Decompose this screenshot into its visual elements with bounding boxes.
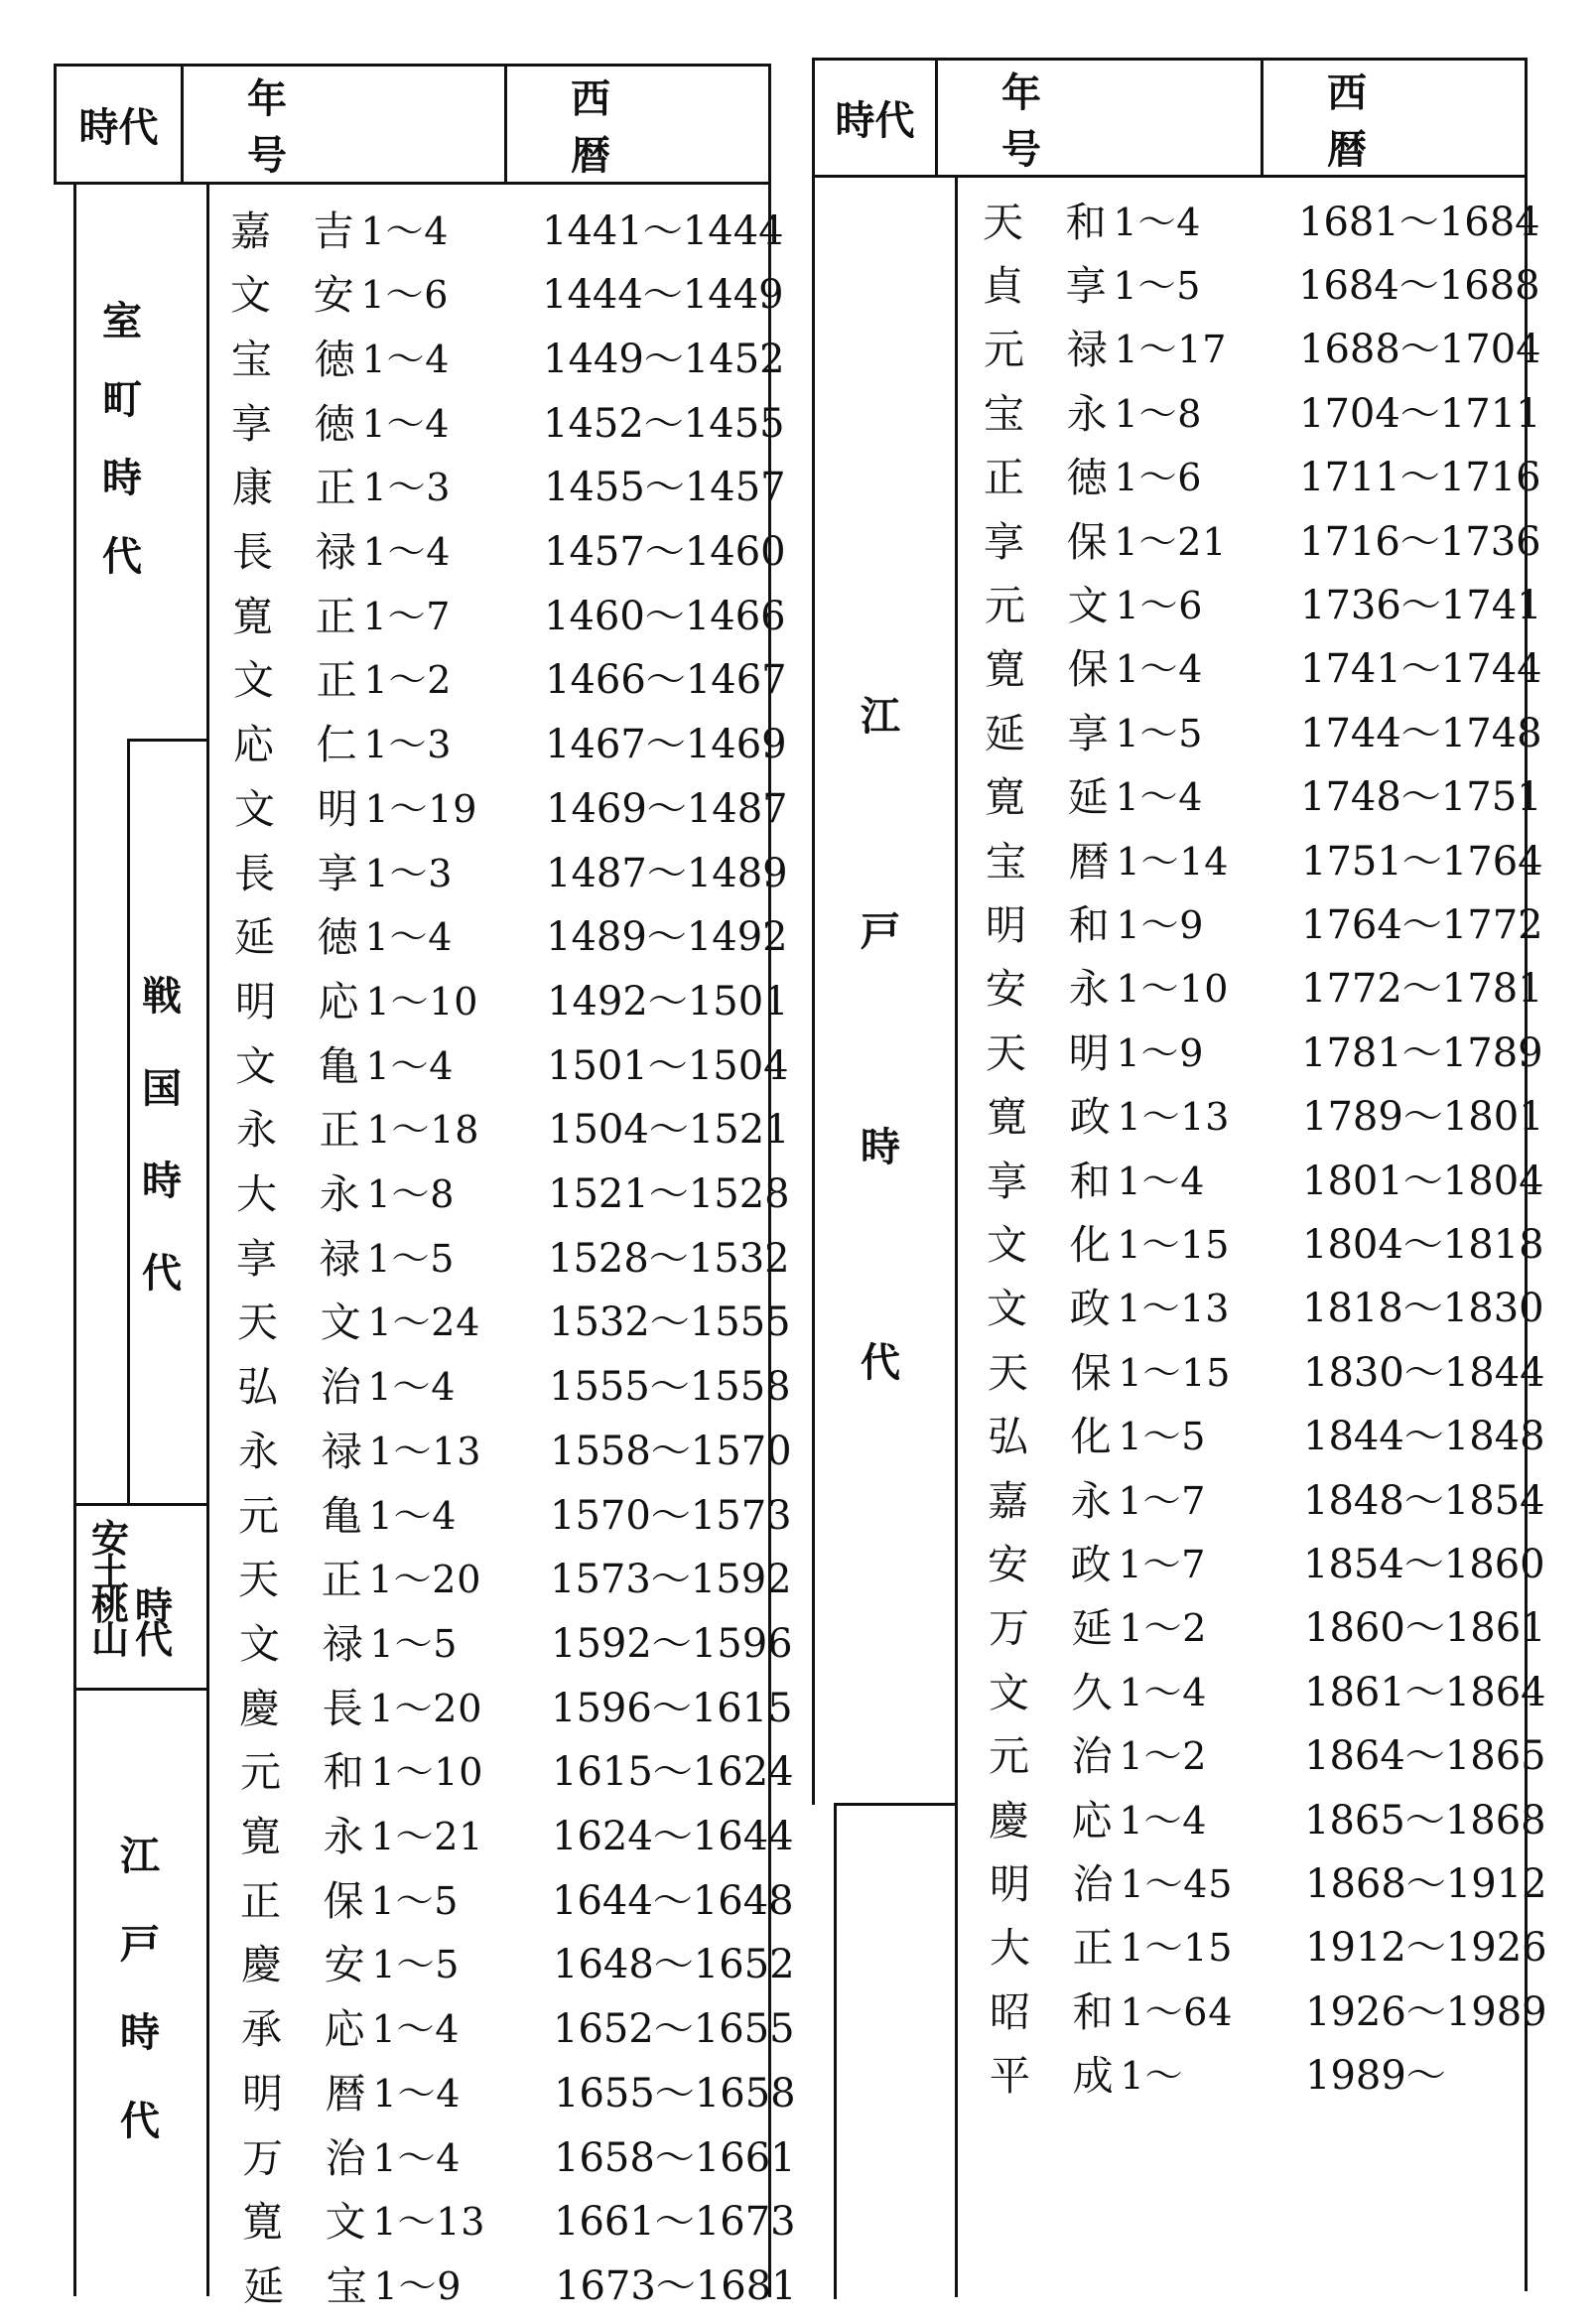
period-char: 江 bbox=[861, 694, 900, 740]
period-edo-left bbox=[115, 1825, 165, 2146]
era-name-cell bbox=[230, 260, 449, 324]
era-name: 平 成 bbox=[990, 2052, 1115, 2101]
western-year-cell: 1573～1592 bbox=[550, 1557, 792, 1603]
right-era-divider bbox=[955, 175, 958, 2297]
western-year-cell: 1748～1751 bbox=[1300, 774, 1542, 821]
era-year-range: 1～15 bbox=[1118, 1350, 1232, 1395]
era-year-range: 1～4 bbox=[362, 530, 452, 574]
era-year-range: 1～5 bbox=[366, 1236, 456, 1281]
era-name-cell bbox=[232, 517, 451, 581]
era-year-range: 1～5 bbox=[1118, 1415, 1207, 1459]
era-name: 宝 永 bbox=[984, 389, 1109, 438]
era-year-range: 1～15 bbox=[1117, 1222, 1231, 1267]
western-year-cell: 1596～1615 bbox=[551, 1685, 793, 1731]
era-year-range: 1～5 bbox=[370, 1878, 460, 1923]
era-year-range: 1～4 bbox=[1115, 775, 1204, 820]
era-year-range: 1～21 bbox=[1114, 519, 1228, 564]
era-name: 明 治 bbox=[990, 1859, 1115, 1908]
western-year-cell: 1504～1521 bbox=[548, 1107, 790, 1154]
era-year-range: 1～10 bbox=[370, 1750, 484, 1795]
era-name-cell bbox=[985, 634, 1203, 698]
era-name-cell bbox=[240, 1865, 459, 1929]
era-name: 大 永 bbox=[236, 1170, 361, 1218]
era-name-cell bbox=[990, 1977, 1233, 2040]
era-year-range: 1～3 bbox=[362, 466, 452, 510]
era-year-range: 1～5 bbox=[369, 1621, 459, 1666]
era-year-range: 1～19 bbox=[364, 786, 478, 831]
era-year-range: 1～6 bbox=[1115, 583, 1204, 627]
western-year-cell: 1469～1487 bbox=[546, 785, 788, 832]
era-name: 寛 文 bbox=[242, 2198, 367, 2247]
period-char: 時 bbox=[102, 456, 142, 501]
era-name-cell bbox=[983, 187, 1201, 250]
era-name: 天 和 bbox=[983, 198, 1108, 246]
era-name: 天 文 bbox=[237, 1298, 362, 1347]
era-name-cell bbox=[238, 1545, 481, 1608]
era-name-cell bbox=[984, 506, 1227, 570]
era-name-cell bbox=[237, 1288, 480, 1351]
western-year-cell: 1452～1455 bbox=[543, 400, 785, 447]
era-name: 文 禄 bbox=[239, 1619, 364, 1668]
era-name-cell bbox=[988, 1465, 1206, 1529]
era-name: 享 保 bbox=[984, 517, 1109, 566]
era-name: 貞 享 bbox=[983, 261, 1108, 310]
era-name: 応 仁 bbox=[233, 721, 358, 769]
era-name-cell bbox=[238, 1416, 481, 1479]
left-header-year: 西 暦 bbox=[571, 76, 674, 179]
western-year-cell: 1684～1688 bbox=[1298, 262, 1540, 309]
era-name: 天 明 bbox=[986, 1028, 1111, 1077]
era-name-cell bbox=[241, 1994, 460, 2058]
era-year-range: 1～4 bbox=[361, 337, 451, 381]
left-header-era: 年 号 bbox=[247, 76, 350, 179]
western-year-cell: 1457～1460 bbox=[544, 529, 786, 575]
era-name: 文 明 bbox=[234, 784, 359, 833]
era-name: 元 文 bbox=[985, 581, 1110, 629]
era-name-cell bbox=[983, 250, 1201, 314]
era-name-cell bbox=[240, 1737, 483, 1801]
period-char: 室 bbox=[102, 299, 142, 344]
western-year-cell: 1688～1704 bbox=[1299, 327, 1541, 373]
era-year-range: 1～2 bbox=[363, 658, 453, 703]
era-name: 長 享 bbox=[234, 849, 359, 897]
western-year-cell: 1989～ bbox=[1305, 2053, 1446, 2100]
era-year-range: 1～7 bbox=[1118, 1478, 1207, 1523]
western-year-cell: 1704～1711 bbox=[1299, 390, 1541, 437]
era-name-cell bbox=[989, 1721, 1207, 1785]
western-year-cell: 1864～1865 bbox=[1304, 1733, 1546, 1780]
era-year-range: 1～3 bbox=[363, 723, 453, 767]
western-year-cell: 1489～1492 bbox=[546, 914, 788, 961]
era-year-range: 1～45 bbox=[1120, 1861, 1234, 1906]
era-year-range: 1～8 bbox=[366, 1172, 456, 1216]
period-char: 代 bbox=[135, 1618, 174, 1662]
era-year-range: 1～5 bbox=[371, 1943, 461, 1987]
era-year-range: 1～4 bbox=[367, 1365, 457, 1410]
era-name-cell bbox=[235, 1030, 454, 1094]
era-name: 正 保 bbox=[240, 1876, 365, 1925]
era-name-cell bbox=[238, 1480, 457, 1544]
era-name-cell bbox=[240, 1802, 483, 1865]
era-name-cell bbox=[988, 1529, 1206, 1592]
era-name-cell bbox=[241, 1930, 460, 1993]
right-header-bottom-border bbox=[812, 175, 1527, 178]
era-year-range: 1～64 bbox=[1120, 1989, 1234, 2034]
era-name: 康 正 bbox=[232, 464, 357, 512]
western-year-cell: 1861～1864 bbox=[1304, 1669, 1546, 1715]
period-char: 戸 bbox=[861, 909, 900, 955]
era-name-cell bbox=[986, 889, 1204, 953]
era-name: 元 亀 bbox=[238, 1491, 363, 1540]
era-name: 承 応 bbox=[241, 2005, 366, 2054]
western-year-cell: 1804～1818 bbox=[1302, 1221, 1544, 1268]
era-year-range: 1～20 bbox=[369, 1686, 483, 1730]
era-name: 安 永 bbox=[986, 965, 1111, 1014]
era-name: 天 保 bbox=[988, 1348, 1113, 1397]
era-year-range: 1～24 bbox=[367, 1300, 481, 1345]
era-name: 永 正 bbox=[236, 1106, 361, 1155]
western-year-cell: 1455～1457 bbox=[544, 465, 786, 511]
western-year-cell: 1844～1848 bbox=[1303, 1414, 1545, 1460]
era-name: 明 応 bbox=[235, 977, 360, 1025]
western-year-cell: 1528～1532 bbox=[548, 1235, 790, 1282]
western-year-cell: 1711～1716 bbox=[1299, 455, 1541, 501]
period-char: 時 bbox=[135, 1584, 174, 1628]
era-name: 文 安 bbox=[230, 271, 355, 320]
western-year-cell: 1865～1868 bbox=[1304, 1797, 1546, 1844]
era-name-cell bbox=[236, 1160, 455, 1223]
western-year-cell: 1772～1781 bbox=[1301, 966, 1543, 1013]
western-year-cell: 1532～1555 bbox=[549, 1299, 791, 1346]
era-name: 明 和 bbox=[986, 900, 1111, 949]
era-name: 文 正 bbox=[233, 656, 358, 705]
era-year-range: 1～4 bbox=[1119, 1798, 1208, 1843]
era-name-cell bbox=[231, 324, 450, 387]
era-name: 文 政 bbox=[987, 1285, 1112, 1333]
period-char: 土 bbox=[91, 1551, 130, 1594]
western-year-cell: 1570～1573 bbox=[550, 1492, 792, 1539]
era-name-cell bbox=[239, 1608, 458, 1672]
era-year-range: 1～13 bbox=[372, 2200, 486, 2245]
era-name-cell bbox=[989, 1593, 1207, 1657]
right-header-year: 西 暦 bbox=[1327, 69, 1430, 173]
era-name-cell bbox=[987, 1146, 1205, 1209]
era-name-cell bbox=[990, 2041, 1183, 2105]
era-name-cell bbox=[984, 315, 1227, 378]
period-char: 時 bbox=[120, 2010, 160, 2056]
era-name: 弘 治 bbox=[237, 1363, 362, 1412]
era-name: 天 正 bbox=[238, 1556, 363, 1604]
period-char: 時 bbox=[142, 1159, 182, 1204]
azuchi-bottom-line bbox=[73, 1688, 208, 1691]
era-year-range: 1～4 bbox=[361, 401, 451, 446]
era-name: 文 化 bbox=[987, 1220, 1112, 1269]
western-year-cell: 1868～1912 bbox=[1305, 1860, 1547, 1907]
period-char: 江 bbox=[120, 1834, 160, 1879]
era-name-cell bbox=[232, 581, 451, 644]
era-name-cell bbox=[987, 1082, 1230, 1146]
era-name: 享 和 bbox=[987, 1157, 1112, 1205]
era-name-cell bbox=[231, 388, 450, 452]
era-year-range: 1～4 bbox=[1119, 1670, 1208, 1714]
western-year-cell: 1818～1830 bbox=[1302, 1286, 1544, 1332]
era-year-range: 1～4 bbox=[364, 915, 454, 960]
era-name-cell bbox=[236, 1223, 455, 1287]
era-name-cell bbox=[985, 698, 1203, 761]
era-year-range: 1～20 bbox=[368, 1558, 482, 1602]
era-name: 明 暦 bbox=[242, 2069, 367, 2118]
era-name-cell bbox=[985, 570, 1203, 633]
left-era-divider bbox=[206, 182, 209, 2296]
period-muromachi bbox=[97, 290, 147, 582]
era-name-cell bbox=[986, 1018, 1204, 1081]
era-name-cell bbox=[234, 902, 453, 966]
era-year-range: 1～14 bbox=[1116, 839, 1230, 884]
era-year-range: 1～9 bbox=[1116, 1030, 1205, 1075]
sengoku-left-line bbox=[127, 739, 130, 1503]
western-year-cell: 1460～1466 bbox=[544, 593, 786, 639]
left-period-inner-border bbox=[73, 182, 76, 2296]
era-name-cell bbox=[233, 710, 452, 773]
western-year-cell: 1848～1854 bbox=[1303, 1477, 1545, 1524]
era-name: 慶 応 bbox=[989, 1796, 1114, 1845]
era-year-range: 1～4 bbox=[1113, 200, 1202, 244]
period-char: 桃 bbox=[91, 1584, 130, 1628]
period-char: 代 bbox=[861, 1340, 900, 1386]
era-name-cell bbox=[990, 1913, 1233, 1977]
period-char: 時 bbox=[861, 1125, 900, 1170]
era-year-range: 1～13 bbox=[1117, 1095, 1231, 1140]
era-name-cell bbox=[242, 2058, 461, 2121]
azuchi-top-line bbox=[73, 1503, 208, 1506]
right-header-period: 時代 bbox=[835, 98, 915, 144]
era-name-cell bbox=[242, 2187, 485, 2251]
western-year-cell: 1655～1658 bbox=[554, 2070, 796, 2117]
period-char: 戦 bbox=[142, 974, 182, 1020]
era-name-cell bbox=[230, 196, 449, 259]
era-name-cell bbox=[234, 838, 453, 901]
western-year-cell: 1501～1504 bbox=[547, 1042, 789, 1089]
western-year-cell: 1801～1804 bbox=[1302, 1158, 1544, 1204]
era-name: 嘉 吉 bbox=[230, 206, 355, 255]
era-name: 延 徳 bbox=[234, 913, 359, 962]
era-name: 万 治 bbox=[242, 2133, 367, 2182]
left-header-period: 時代 bbox=[78, 104, 159, 151]
era-year-range: 1～2 bbox=[1119, 1734, 1208, 1779]
western-year-cell: 1741～1744 bbox=[1300, 646, 1542, 693]
western-year-cell: 1658～1661 bbox=[554, 2134, 796, 2181]
period-edo-right bbox=[856, 685, 905, 1388]
period-char: 戸 bbox=[120, 1922, 160, 1968]
era-year-range: 1～4 bbox=[1115, 647, 1204, 692]
western-year-cell: 1854～1860 bbox=[1303, 1541, 1545, 1587]
era-name-cell bbox=[988, 1402, 1206, 1465]
era-name: 寛 政 bbox=[987, 1093, 1112, 1142]
western-year-cell: 1764～1772 bbox=[1301, 901, 1543, 948]
western-year-cell: 1449～1452 bbox=[543, 336, 785, 382]
western-year-cell: 1644～1648 bbox=[552, 1877, 794, 1924]
era-year-range: 1～4 bbox=[368, 1493, 458, 1538]
era-year-range: 1～2 bbox=[1119, 1606, 1208, 1651]
western-year-cell: 1467～1469 bbox=[545, 722, 787, 768]
era-name: 元 和 bbox=[240, 1748, 365, 1797]
era-year-range: 1～10 bbox=[1116, 967, 1230, 1012]
era-year-range: 1～4 bbox=[365, 1043, 455, 1088]
left-header-bottom-border bbox=[54, 182, 770, 185]
right-table-left-border bbox=[812, 58, 815, 1805]
western-year-cell: 1492～1501 bbox=[547, 978, 789, 1025]
era-name-cell bbox=[986, 954, 1229, 1018]
era-year-range: 1～4 bbox=[371, 2007, 461, 2052]
era-year-range: 1～7 bbox=[1118, 1542, 1207, 1586]
western-year-cell: 1781～1789 bbox=[1301, 1029, 1543, 1076]
era-name: 寛 正 bbox=[232, 592, 357, 640]
era-name: 弘 化 bbox=[988, 1413, 1113, 1461]
western-year-cell: 1466～1467 bbox=[545, 657, 787, 704]
era-name: 延 宝 bbox=[243, 2261, 368, 2310]
western-year-cell: 1926～1989 bbox=[1305, 1988, 1547, 2035]
western-year-cell: 1830～1844 bbox=[1303, 1349, 1545, 1396]
era-year-range: 1～4 bbox=[360, 208, 450, 253]
western-year-cell: 1736～1741 bbox=[1300, 582, 1542, 628]
western-year-cell: 1558～1570 bbox=[550, 1428, 792, 1474]
era-year-range: 1～4 bbox=[372, 2135, 462, 2180]
era-year-range: 1～ bbox=[1120, 2054, 1184, 2099]
western-year-cell: 1521～1528 bbox=[548, 1171, 790, 1217]
era-year-range: 1～13 bbox=[368, 1429, 482, 1473]
era-name-cell bbox=[990, 1848, 1233, 1912]
era-name: 永 禄 bbox=[238, 1427, 363, 1475]
western-year-cell: 1673～1681 bbox=[555, 2262, 797, 2309]
edo-end-line bbox=[834, 1803, 957, 1806]
western-year-cell: 1652～1655 bbox=[553, 2006, 795, 2053]
western-year-cell: 1615～1624 bbox=[552, 1749, 794, 1796]
era-name: 文 久 bbox=[989, 1668, 1114, 1716]
era-name: 宝 暦 bbox=[986, 837, 1111, 886]
era-year-range: 1～21 bbox=[370, 1815, 484, 1858]
era-name: 延 享 bbox=[985, 709, 1110, 757]
western-year-cell: 1912～1926 bbox=[1305, 1925, 1547, 1972]
era-name-cell bbox=[237, 1352, 456, 1416]
era-name: 大 正 bbox=[990, 1924, 1115, 1973]
period-char: 国 bbox=[142, 1066, 182, 1112]
era-name: 正 徳 bbox=[984, 454, 1109, 502]
period-char: 山 bbox=[91, 1618, 130, 1662]
period-char: 町 bbox=[102, 377, 142, 423]
era-name: 長 禄 bbox=[232, 528, 357, 576]
era-name: 文 亀 bbox=[235, 1041, 360, 1090]
era-name-cell bbox=[985, 762, 1203, 826]
western-year-cell: 1624～1644 bbox=[552, 1814, 794, 1859]
era-name-cell bbox=[236, 1095, 479, 1159]
period-char: 安 bbox=[91, 1517, 130, 1561]
era-name: 享 徳 bbox=[231, 399, 356, 448]
era-name-cell bbox=[239, 1673, 482, 1736]
era-name-cell bbox=[984, 443, 1202, 506]
era-year-range: 1～4 bbox=[1117, 1159, 1206, 1203]
era-name: 宝 徳 bbox=[231, 335, 356, 383]
era-name: 嘉 永 bbox=[988, 1476, 1113, 1525]
era-name: 昭 和 bbox=[990, 1987, 1115, 2036]
era-year-range: 1～3 bbox=[364, 851, 454, 895]
era-name-cell bbox=[988, 1337, 1231, 1401]
era-year-range: 1～9 bbox=[373, 2263, 463, 2308]
era-name: 享 禄 bbox=[236, 1234, 361, 1283]
western-year-cell: 1661～1673 bbox=[554, 2199, 796, 2246]
era-name: 元 治 bbox=[989, 1732, 1114, 1781]
western-year-cell: 1487～1489 bbox=[546, 850, 788, 896]
western-year-cell: 1444～1449 bbox=[542, 272, 784, 319]
right-period-lower-border bbox=[834, 1803, 837, 2299]
western-year-cell: 1681～1684 bbox=[1298, 199, 1540, 245]
period-char: 代 bbox=[102, 534, 142, 580]
era-name-cell bbox=[232, 453, 451, 516]
era-name-cell bbox=[989, 1785, 1207, 1848]
era-name-cell bbox=[243, 2251, 462, 2314]
western-year-cell: 1751～1764 bbox=[1301, 838, 1543, 885]
sengoku-top-line bbox=[127, 739, 208, 742]
era-name: 寛 保 bbox=[985, 645, 1110, 694]
era-name-cell bbox=[233, 645, 452, 709]
era-name: 慶 安 bbox=[241, 1941, 366, 1989]
period-char: 代 bbox=[142, 1251, 182, 1297]
period-char: 代 bbox=[120, 2099, 160, 2144]
era-year-range: 1～5 bbox=[1113, 263, 1202, 308]
era-name-cell bbox=[234, 773, 477, 837]
era-name: 寛 延 bbox=[985, 773, 1110, 822]
era-year-range: 1～7 bbox=[362, 594, 452, 638]
era-name-cell bbox=[987, 1274, 1230, 1337]
era-year-range: 1～15 bbox=[1120, 1926, 1234, 1971]
western-year-cell: 1648～1652 bbox=[553, 1942, 795, 1988]
western-year-cell: 1716～1736 bbox=[1299, 518, 1541, 565]
era-year-range: 1～6 bbox=[1114, 456, 1203, 500]
period-sengoku bbox=[137, 965, 187, 1298]
era-name: 慶 長 bbox=[239, 1684, 364, 1732]
western-year-cell: 1789～1801 bbox=[1302, 1094, 1544, 1141]
era-year-range: 1～6 bbox=[360, 273, 450, 318]
western-year-cell: 1555～1558 bbox=[549, 1364, 791, 1411]
era-year-range: 1～13 bbox=[1117, 1287, 1231, 1331]
era-name-cell bbox=[987, 1209, 1230, 1273]
western-year-cell: 1441～1444 bbox=[542, 207, 784, 254]
era-year-range: 1～18 bbox=[366, 1108, 480, 1153]
western-year-cell: 1592～1596 bbox=[551, 1620, 793, 1667]
era-name-cell bbox=[235, 966, 478, 1029]
era-name-cell bbox=[984, 378, 1202, 442]
era-year-range: 1～5 bbox=[1115, 711, 1204, 755]
era-year-range: 1～9 bbox=[1116, 902, 1205, 947]
western-year-cell: 1860～1861 bbox=[1304, 1605, 1546, 1652]
era-year-range: 1～8 bbox=[1114, 391, 1203, 436]
era-year-range: 1～10 bbox=[365, 979, 479, 1024]
era-name: 寛 永 bbox=[240, 1813, 365, 1860]
era-year-range: 1～4 bbox=[372, 2071, 462, 2116]
era-name-cell bbox=[989, 1657, 1207, 1720]
western-year-cell: 1744～1748 bbox=[1300, 710, 1542, 756]
era-name: 万 延 bbox=[989, 1604, 1114, 1653]
era-name-cell bbox=[242, 2122, 461, 2186]
era-name: 元 禄 bbox=[984, 326, 1109, 374]
era-name: 安 政 bbox=[988, 1540, 1113, 1588]
era-year-range: 1～17 bbox=[1114, 328, 1228, 372]
right-header-era: 年 号 bbox=[1001, 69, 1105, 173]
era-name-cell bbox=[986, 826, 1229, 889]
